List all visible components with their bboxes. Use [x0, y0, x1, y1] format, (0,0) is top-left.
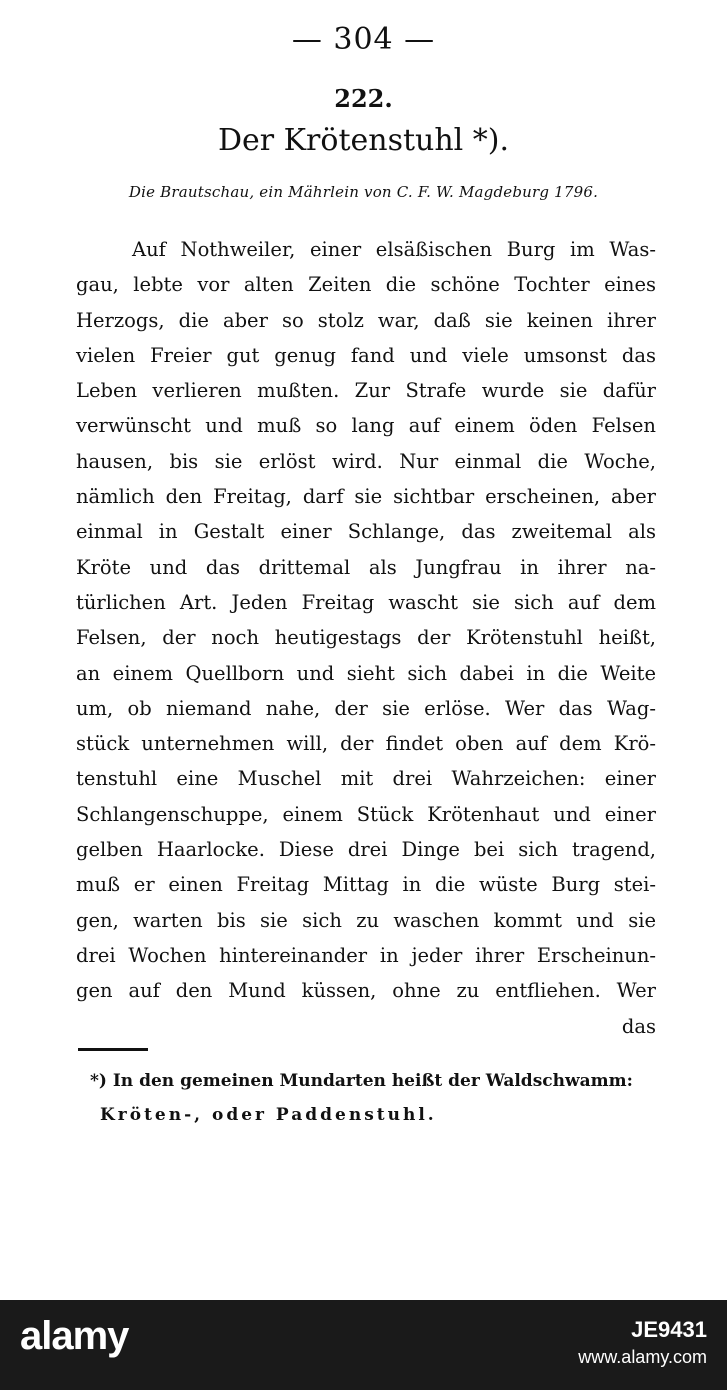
alamy-logo: alamy: [20, 1314, 129, 1358]
body-text: [76, 232, 656, 1044]
text-line: vielen Freier gut genug fand und viele umsonst das: [76, 343, 656, 367]
text-line: an einem Quellborn und sieht sich dabei in die Weite: [76, 661, 656, 685]
page-number: — 304 —: [291, 22, 436, 57]
text-line: um, ob niemand nahe, der sie erlöse. Wer das Wag-: [76, 696, 656, 720]
catchword: das: [621, 1014, 656, 1038]
text-line: türlichen Art. Jeden Freitag wascht sie sich auf dem: [76, 590, 656, 614]
watermark-url: www.alamy.com: [578, 1347, 707, 1367]
text-line: Herzogs, die aber so stolz war, daß sie keinen ihrer: [76, 308, 656, 332]
section-number: 222.: [334, 84, 393, 113]
text-line: verwünscht und muß so lang auf einem öden Felsen: [76, 414, 656, 438]
text-line: hausen, bis sie erlöst wird. Nur einmal die Woche,: [76, 449, 656, 473]
text-line: einmal in Gestalt einer Schlange, das zweitemal als: [76, 520, 656, 544]
footnote: [90, 1064, 650, 1132]
text-line: gen auf den Mund küssen, ohne zu entfliehen. Wer: [76, 979, 656, 1003]
text-line: gelben Haarlocke. Diese drei Dinge bei sich tragend,: [76, 838, 656, 862]
text-line: Auf Nothweiler, einer elsäßischen Burg im Was-: [132, 238, 656, 261]
text-line: Leben verlieren mußten. Zur Strafe wurde sie dafür: [76, 379, 656, 403]
footnote-line: *) In den gemeinen Mundarten heißt der Waldschwamm:: [90, 1071, 633, 1091]
image-id: JE9431: [631, 1317, 707, 1342]
text-line: nämlich den Freitag, darf sie sichtbar erscheinen, aber: [76, 485, 656, 509]
text-line: drei Wochen hintereinander in jeder ihrer Erscheinun-: [76, 943, 656, 967]
watermark-info: [578, 1316, 707, 1370]
text-line: muß er einen Freitag Mittag in die wüste Burg stei-: [76, 873, 656, 897]
footnote-divider: [78, 1048, 148, 1051]
text-line: Schlangenschuppe, einem Stück Krötenhaut und einer: [76, 802, 656, 826]
source-citation: Die Brautschau, ein Mährlein von C. F. W. Magdeburg 1796.: [128, 183, 599, 201]
text-line: gen, warten bis sie sich zu waschen kommt und sie: [76, 908, 656, 932]
tale-title: Der Krötenstuhl *).: [217, 123, 510, 158]
text-line: stück unternehmen will, der findet oben auf dem Krö-: [76, 732, 656, 756]
text-line: Kröte und das drittemal als Jungfrau in ihrer na-: [76, 555, 656, 579]
text-line: gau, lebte vor alten Zeiten die schöne Tochter eines: [76, 273, 656, 297]
stock-watermark-bar: [0, 1300, 727, 1390]
text-line: tenstuhl eine Muschel mit drei Wahrzeichen: einer: [76, 767, 656, 791]
footnote-line: Kröten-, oder Paddenstuhl.: [100, 1105, 437, 1125]
text-line: Felsen, der noch heutigestags der Krötenstuhl heißt,: [76, 626, 656, 650]
